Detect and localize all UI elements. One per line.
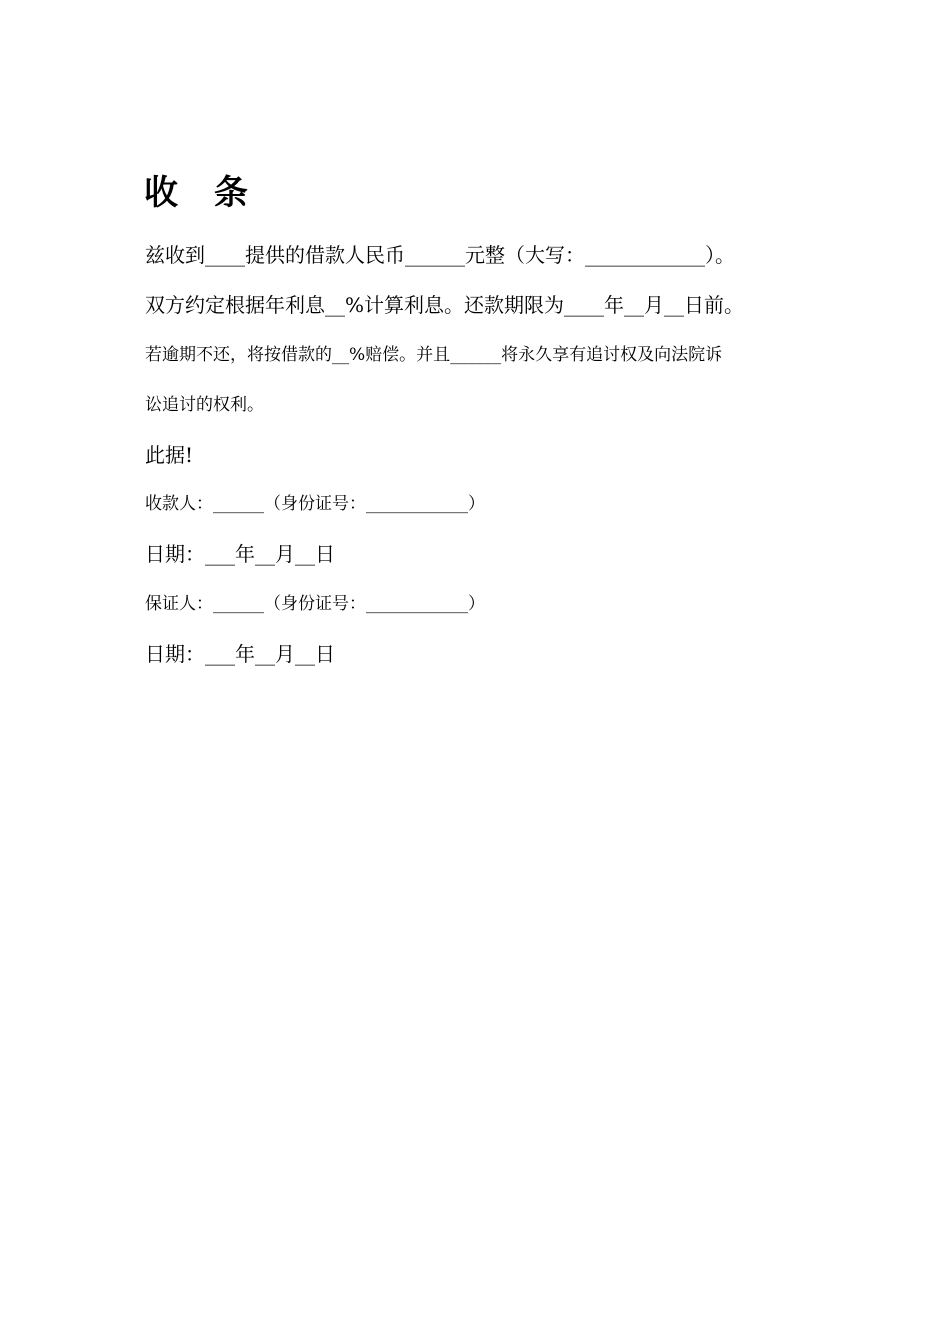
document-title: 收 条	[144, 173, 260, 213]
closing-line: 此据!	[145, 443, 194, 467]
guarantor-signature-line: 保证人：______（身份证号：____________）	[145, 594, 485, 614]
interest-terms-line: 双方约定根据年利息__%计算利息。还款期限为____年__月__日前。	[145, 293, 745, 317]
default-terms-continuation-line: 讼追讨的权利。	[145, 395, 264, 415]
receipt-statement-line: 兹收到____提供的借款人民币______元整（大写：____________）。	[145, 243, 735, 267]
default-terms-line: 若逾期不还，将按借款的__%赔偿。并且______将永久享有追讨权及向法院诉	[145, 345, 723, 365]
guarantor-date-line: 日期：___年__月__日	[145, 642, 335, 666]
payee-date-line: 日期：___年__月__日	[145, 542, 335, 566]
payee-signature-line: 收款人：______（身份证号：____________）	[145, 494, 485, 514]
